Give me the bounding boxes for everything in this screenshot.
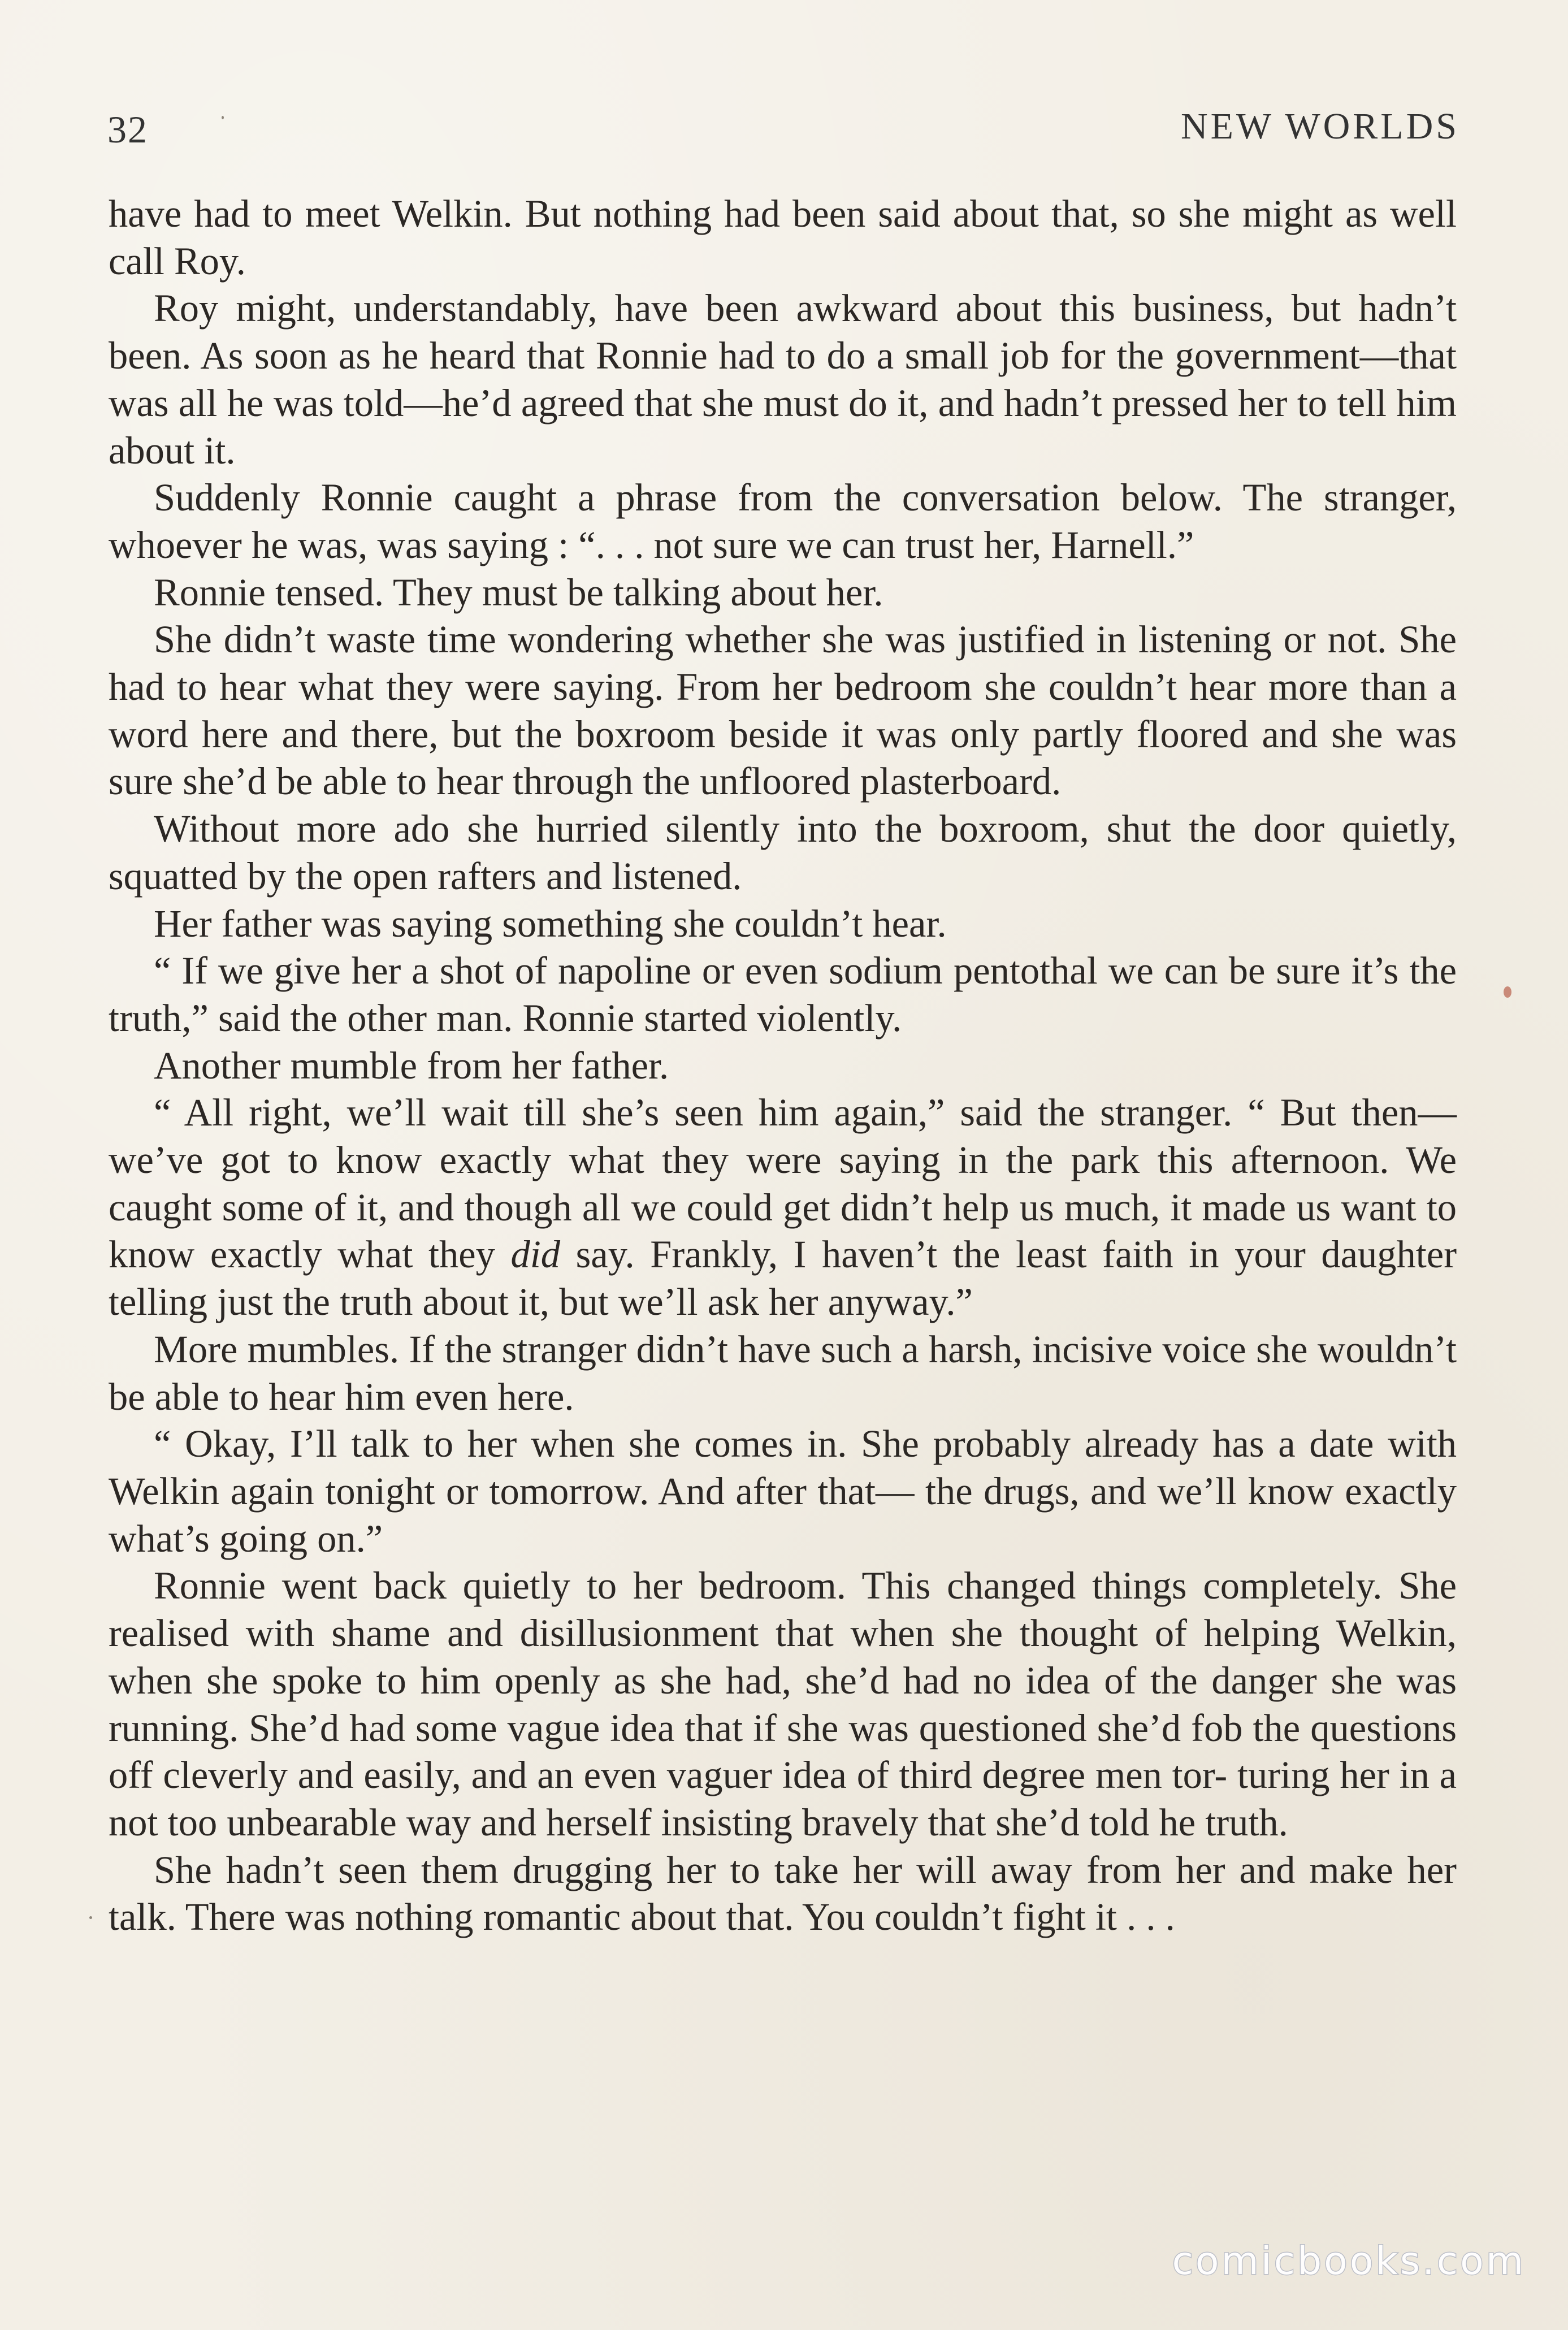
paragraph: She hadn’t seen them drugging her to take her will away from her and make her talk. There was nothing romantic about that. You couldn’t fight it . . .	[109, 1848, 1457, 1939]
paragraph: Without more ado she hurried silently into the boxroom, shut the door quietly, squatted by the open rafters and listened.	[109, 807, 1457, 898]
story-text	[109, 190, 1457, 1941]
paragraph: Roy might, understandably, have been awkward about this business, but hadn’t been. As soon as he heard that Ronnie had to do a small job for the government—that was all he was told—he’d agreed that she must do it, and hadn’t pressed her to tell him about it.	[109, 287, 1457, 472]
paragraph: Ronnie went back quietly to her bedroom. This changed things completely. She realised with shame and disillusionment that when she thought of helping Welkin, when she spoke to him openly as she had, she’d had no idea of the danger she was running. She’d had some vague idea that if she was questioned she’d fob the questions off cleverly and easily, and an even vaguer idea of third degree men tor- turing her in a not too unbearable way and herself insisting bravely that she’d told he truth.	[109, 1564, 1457, 1844]
italic-emphasis: did	[510, 1233, 561, 1276]
watermark-logo: comicbooks.com	[1172, 2239, 1526, 2284]
paragraph: Suddenly Ronnie caught a phrase from the conversation below. The stranger, whoever he was, was saying : “. . . not sure we can trust her, Harnell.”	[109, 476, 1457, 566]
paragraph: Another mumble from her father.	[154, 1043, 669, 1087]
page-number: 32	[107, 108, 148, 151]
paper-speck	[222, 116, 224, 119]
paper-speck	[1504, 986, 1511, 998]
running-title: NEW WORLDS	[1180, 106, 1459, 147]
paragraph: Ronnie tensed. They must be talking about her.	[154, 570, 883, 614]
paragraph: She didn’t waste time wondering whether she was justified in listening or not. She had to hear what they were saying. From her bedroom she couldn’t hear more than a word here and there, but the boxroom beside it was only partly floored and she was sure she’d be able to hear through the unfloored plasterboard.	[109, 618, 1457, 803]
paragraph-text: say. Frankly, I haven’t the least faith in your daughter telling just the truth about it, but we’ll ask her anyway.”	[109, 1233, 1457, 1324]
paragraph: “ Okay, I’ll talk to her when she comes in. She probably already has a date with Welkin again tonight or tomorrow. And after that— the drugs, and we’ll know exactly what’s going on.”	[109, 1422, 1457, 1560]
paragraph: have had to meet Welkin. But nothing had been said about that, so she might as well call Roy.	[109, 192, 1457, 283]
paragraph-text: “ All right, we’ll wait till she’s seen him again,” said the stranger. “ But then—we’ve got to know exactly what they were saying in the park this afternoon. We caught some of it, and though all we could get didn’t help us much, it made us want to know exactly what they	[109, 1091, 1457, 1276]
paragraph: Her father was saying something she couldn’t hear.	[154, 902, 947, 945]
paragraph: More mumbles. If the stranger didn’t have such a harsh, incisive voice she wouldn’t be able to hear him even here.	[109, 1327, 1457, 1418]
paper-speck	[89, 1916, 92, 1919]
paragraph: “ If we give her a shot of napoline or even sodium pentothal we can be sure it’s the truth,” said the other man. Ronnie started violently.	[109, 949, 1457, 1040]
paragraph-with-italic	[109, 1089, 1457, 1326]
